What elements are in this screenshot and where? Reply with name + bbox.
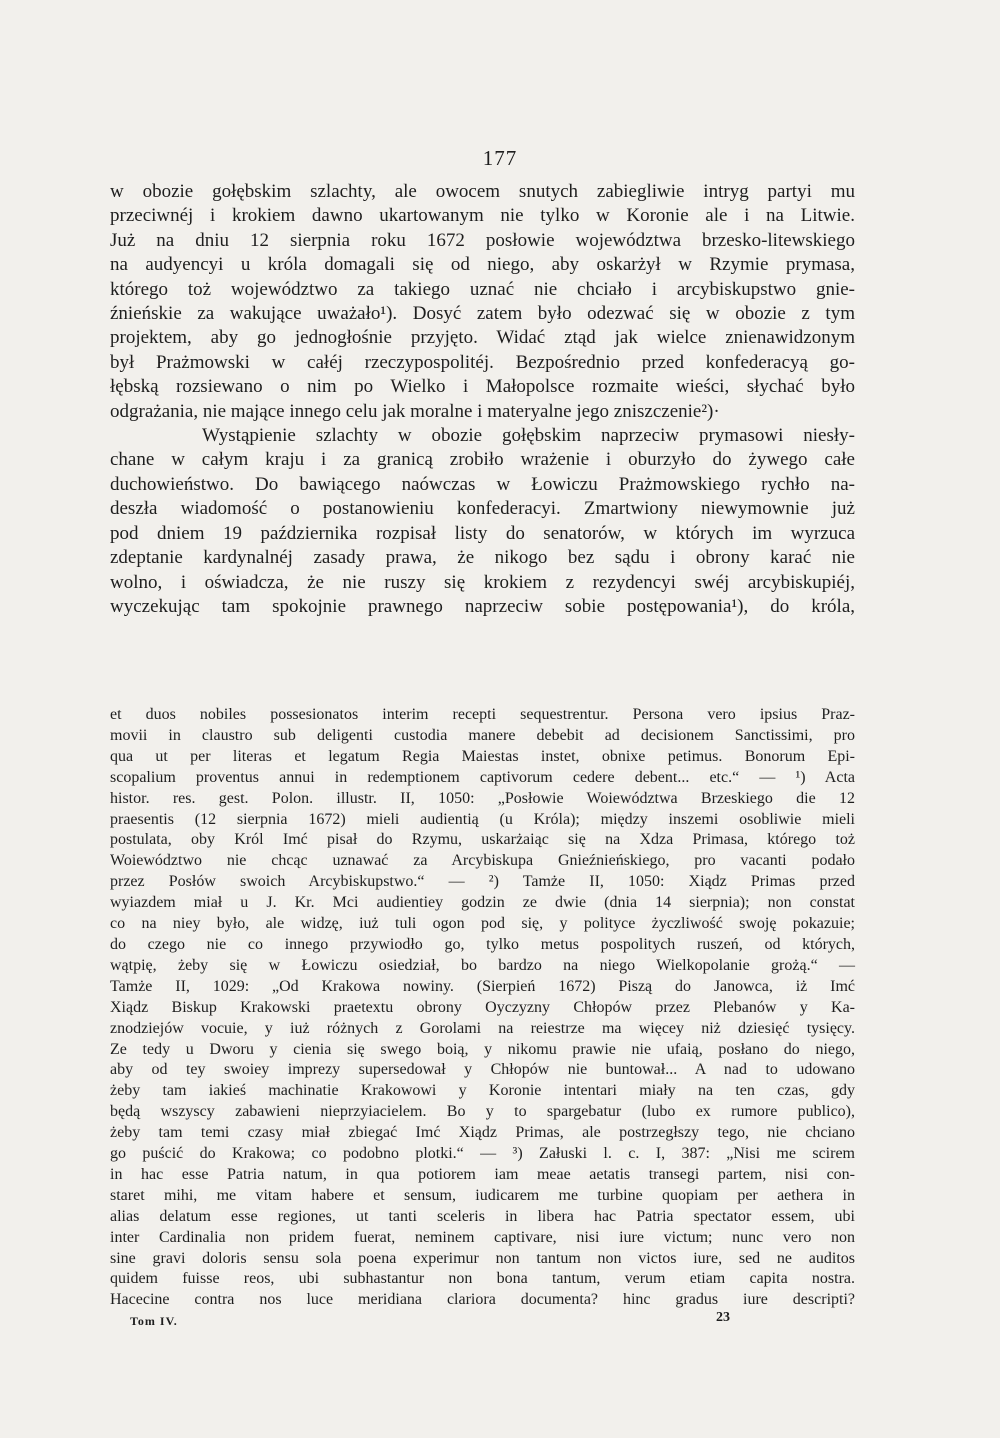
footnote-line: co na niey było, ale widzę, iuż tuli ogon pod się, y polityce życzliwość swoję pokazuie;	[110, 915, 855, 933]
footnote-line: go puścić do Krakowa; co podobno plotki.“ — ³) Załuski l. c. I, 387: „Nisi me scirem	[110, 1145, 855, 1163]
footnote-line: Ze tedy u Dworu y cienia się swego boią, y nikomu prawie nie ufaią, posłano do niego,	[110, 1040, 855, 1058]
footnote-line: do czego nie co innego przywiodło go, tylko metus pospolitych ruszeń, od których,	[110, 935, 855, 953]
text-line: zdeptanie kardynalnéj zasady prawa, że nikogo bez sądu i obrony karać nie	[110, 547, 855, 569]
page-number: 177	[482, 146, 518, 170]
text-line: źnieńskie za wakujące uważało¹). Dosyć zatem było odezwać się w obozie z tym	[110, 303, 855, 325]
footnote-line: in hac esse Patria natum, in qua potiorem iam meae aetatis transegi partem, nisi con-	[110, 1165, 855, 1183]
footnote-line: inter Cardinalia non pridem fuerat, neminem captivare, nisi iure victum; nunc vero non	[110, 1228, 855, 1246]
footnotes	[110, 705, 855, 1311]
footnote-line: et duos nobiles possesionatos interim recepti sequestrentur. Persona vero ipsius Praz-	[110, 706, 855, 723]
text-line: był Prażmowski w całéj rzeczypospolitéj. Bezpośrednio przed konfederacyą go-	[110, 351, 855, 373]
text-line: przeciwnéj i krokiem dawno ukartowanym nie tylko w Koronie ale i na Litwie.	[110, 205, 855, 227]
footnote-line: postulata, oby Król Imć pisał do Rzymu, uskarżaiąc się na Xdza Primasa, którego toż	[110, 831, 855, 849]
footnote-line: przez Posłów swoich Arcybiskupstwo.“ — ²) Tamże II, 1050: Xiądz Primas przed	[110, 873, 855, 891]
footnote-line: qua ut per literas et legatum Regia Maiestas instet, obnixe petimus. Bonorum Epi-	[110, 747, 855, 765]
footnote-line: Xiądz Biskup Krakowski praetextu obrony Oyczyzny Chłopów przez Plebanów y Ka-	[110, 998, 855, 1016]
footnote-line: znodziejów vocuie, y iuż różnych z Gorolami na reiestrze ma więcey niż dziesięć tysięcy.	[110, 1019, 855, 1037]
text-line: chane w całym kraju i za granicą zrobiło wrażenie i oburzyło do żywego całe	[110, 449, 855, 471]
text-line: wyczekując tam spokojnie prawnego naprzeciw sobie postępowania¹), do króla,	[110, 595, 855, 617]
signature-number: 23	[716, 1310, 730, 1325]
footnote-line: Woiewództwo nie chcąc uznawać za Arcybiskupa Gnieźnieńskiego, pro vacanti podało	[110, 852, 855, 870]
footnote-line: quidem fuisse reos, ubi subhastantur non bona tantum, verum etiam capita nostra.	[110, 1270, 855, 1288]
footnote-line: histor. res. gest. Polon. illustr. II, 1050: „Posłowie Woiewództwa Brzeskiego die 12	[110, 789, 855, 807]
footnote-line: praesentis (12 sierpnia 1672) mieli audientią (u Króla); między inszemi osobliwie mieli	[110, 810, 855, 828]
footnote-line: sine gravi doloris sensu sola poena experimur non tantum non victos iure, sed ne auditos	[110, 1249, 855, 1267]
footnote-line: wątpię, żeby się w Łowiczu osiedział, bo bardzo na niego Wielkopolanie grożą.“ —	[110, 956, 855, 974]
text-line: odgrażania, nie mające innego celu jak moralne i materyalne jego zniszczenie²)·	[110, 400, 720, 422]
main-text	[110, 180, 855, 619]
footnote-line: alias delatum esse regiones, ut tanti sceleris in libera hac Patria spectator essem, ubi	[110, 1207, 855, 1225]
footnote-line: Hacecine contra nos luce meridiana clariora documenta? hinc gradus iure descripti?	[110, 1291, 855, 1309]
footnote-line: scopalium proventus annui in redemptionem captivorum cedere debent... etc.“ — ¹) Acta	[110, 768, 855, 786]
text-line: na audyencyi u króla domagali się od niego, aby oskarżył w Rzymie prymasa,	[110, 254, 855, 276]
text-line: którego toż województwo za takiego uznać nie chciało i arcybiskupstwo gnie-	[110, 278, 855, 300]
footnote-line: movii in claustro sub deligenti custodia manere debebit ad decisionem Sanctissimi, pro	[110, 726, 855, 744]
footnote-line: żeby tam temi czasy miał zbiegać Imć Xiądz Primas, ale postrzegłszy tego, nie chciano	[110, 1124, 855, 1142]
footnote-line: będą wszyscy zabawieni nieprzyiacielem. Bo y to spargebatur (lubo ex rumore publico),	[110, 1103, 855, 1121]
text-line: duchowieństwo. Do bawiącego naówczas w Łowiczu Prażmowskiego rychło na-	[110, 473, 855, 495]
text-line: pod dniem 19 października rozpisał listy do senatorów, w których im wyrzuca	[110, 522, 855, 544]
text-line: łębską rozsiewano o nim po Wielko i Małopolsce rozmaite wieści, słychać było	[110, 376, 855, 398]
text-line: Już na dniu 12 sierpnia roku 1672 posłowie województwa brzesko-litewskiego	[110, 229, 855, 251]
footnote-line: Tamże II, 1029: „Od Krakowa nowiny. (Sierpień 1672) Piszą do Janowca, iż Imć	[110, 977, 855, 995]
footnote-line: staret mihi, me vitam habere et sensum, iudicarem me turbine quopiam per aethera in	[110, 1186, 855, 1204]
volume-label: Tom IV.	[130, 1314, 178, 1328]
text-line: wolno, i oświadcza, że nie ruszy się krokiem z rezydencyi swéj arcybiskupiéj,	[110, 571, 855, 593]
footnote-line: aby od tey swoiey imprezy supersedował y Chłopów nie buntował... A nad to udowano	[110, 1061, 855, 1079]
footnote-line: wyiazdem miał u J. Kr. Mci audientiey godzin ze dwie (dnia 14 sierpnia); non constat	[110, 894, 855, 912]
text-line: projektem, aby go jednogłośnie przyjęto. Widać ztąd jak wielce znienawidzonym	[110, 327, 855, 349]
text-line: w obozie gołębskim szlachty, ale owocem snutych zabiegliwie intryg partyi mu	[110, 181, 855, 202]
footnote-line: żeby tam iakieś machinatie Krakowowi y Koronie intentari miały na ten czas, gdy	[110, 1082, 855, 1100]
text-line: Wystąpienie szlachty w obozie gołębskim naprzeciw prymasowi niesły-	[202, 425, 855, 447]
text-line: deszła wiadomość o postanowieniu konfederacyi. Zmartwiony niewymownie już	[110, 498, 855, 520]
